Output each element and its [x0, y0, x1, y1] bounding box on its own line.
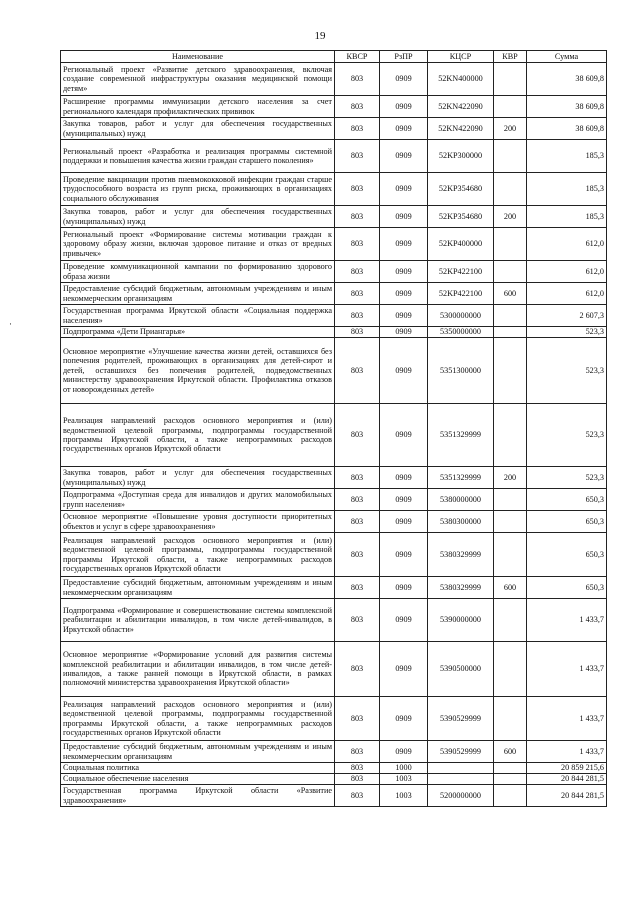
cell-kvr [494, 763, 527, 774]
cell-name: Проведение вакцинации против пневмококковой инфекции граждан старше трудоспособного возраста из групп риска, проживающих в организациях социального обслуживания [61, 173, 335, 206]
table-body [61, 63, 607, 807]
cell-rzpr: 0909 [380, 228, 428, 261]
cell-kvsr: 803 [335, 118, 380, 140]
table-row [61, 228, 607, 261]
cell-sum: 612,0 [527, 261, 607, 283]
cell-kvr [494, 63, 527, 96]
table-row [61, 327, 607, 338]
cell-rzpr: 0909 [380, 533, 428, 577]
cell-kvr [494, 511, 527, 533]
cell-kvr [494, 642, 527, 697]
cell-kvr: 200 [494, 467, 527, 489]
cell-rzpr: 0909 [380, 63, 428, 96]
table-row [61, 774, 607, 785]
cell-name: Закупка товаров, работ и услуг для обеспечения государственных (муниципальных) нужд [61, 206, 335, 228]
cell-name: Региональный проект «Развитие детского здравоохранения, включая создание современной инфраструктуры оказания медицинской помощи детям» [61, 63, 335, 96]
cell-kvsr: 803 [335, 261, 380, 283]
cell-kcsr: 52KP422100 [428, 283, 494, 305]
table-row [61, 118, 607, 140]
cell-kvsr: 803 [335, 140, 380, 173]
cell-rzpr: 0909 [380, 96, 428, 118]
cell-sum: 523,3 [527, 467, 607, 489]
cell-kvr [494, 327, 527, 338]
cell-name: Предоставление субсидий бюджетным, автономным учреждениям и иным некоммерческим организациям [61, 283, 335, 305]
cell-sum: 38 609,8 [527, 118, 607, 140]
cell-rzpr: 0909 [380, 118, 428, 140]
cell-name: Подпрограмма «Формирование и совершенствование системы комплексной реабилитации и абилитации инвалидов, в том числе детей-инвалидов, в Иркутской области» [61, 599, 335, 642]
cell-kcsr: 52KP354680 [428, 173, 494, 206]
table-row [61, 96, 607, 118]
cell-kvsr: 803 [335, 283, 380, 305]
cell-sum: 185,3 [527, 206, 607, 228]
cell-kcsr: 5380000000 [428, 489, 494, 511]
cell-rzpr: 0909 [380, 741, 428, 763]
cell-sum: 650,3 [527, 511, 607, 533]
cell-kvsr: 803 [335, 511, 380, 533]
table-row [61, 577, 607, 599]
cell-kvr: 600 [494, 577, 527, 599]
cell-sum: 38 609,8 [527, 96, 607, 118]
cell-sum: 523,3 [527, 404, 607, 467]
cell-sum: 1 433,7 [527, 697, 607, 741]
cell-kvr [494, 533, 527, 577]
table-row [61, 140, 607, 173]
cell-sum: 185,3 [527, 173, 607, 206]
cell-kvr [494, 785, 527, 807]
cell-kvr [494, 774, 527, 785]
cell-sum: 650,3 [527, 533, 607, 577]
table-row [61, 697, 607, 741]
cell-kvr [494, 228, 527, 261]
cell-kcsr: 5390529999 [428, 741, 494, 763]
table-row [61, 404, 607, 467]
cell-kvr [494, 173, 527, 206]
table-row [61, 599, 607, 642]
cell-sum: 2 607,3 [527, 305, 607, 327]
cell-rzpr: 0909 [380, 327, 428, 338]
cell-sum: 1 433,7 [527, 741, 607, 763]
cell-sum: 38 609,8 [527, 63, 607, 96]
header-kvr: КВР [494, 51, 527, 63]
cell-kcsr: 5380329999 [428, 533, 494, 577]
cell-name: Реализация направлений расходов основного мероприятия и (или) ведомственной целевой программы, подпрограммы государственной программы Иркутской области, а также непрограммных расходов государственных органов Иркутской области [61, 533, 335, 577]
cell-sum: 650,3 [527, 489, 607, 511]
table-row [61, 338, 607, 404]
cell-rzpr: 0909 [380, 511, 428, 533]
cell-name: Социальное обеспечение населения [61, 774, 335, 785]
cell-kcsr: 52KP422100 [428, 261, 494, 283]
cell-name: Реализация направлений расходов основного мероприятия и (или) ведомственной целевой программы, подпрограммы государственной программы Иркутской области, а также непрограммных расходов государственных органов Иркутской области [61, 697, 335, 741]
table-row [61, 467, 607, 489]
table-row [61, 642, 607, 697]
table-row [61, 173, 607, 206]
table-row [61, 283, 607, 305]
cell-kcsr [428, 774, 494, 785]
cell-kvr [494, 599, 527, 642]
cell-rzpr: 0909 [380, 338, 428, 404]
cell-kcsr: 5200000000 [428, 785, 494, 807]
cell-kcsr: 52KN400000 [428, 63, 494, 96]
cell-rzpr: 0909 [380, 206, 428, 228]
cell-sum: 20 844 281,5 [527, 785, 607, 807]
cell-kvr [494, 338, 527, 404]
cell-kvr [494, 489, 527, 511]
table-row [61, 763, 607, 774]
cell-sum: 523,3 [527, 338, 607, 404]
cell-name: Государственная программа Иркутской области «Развитие здравоохранения» [61, 785, 335, 807]
cell-name: Проведение коммуникационной кампании по формированию здорового образа жизни [61, 261, 335, 283]
cell-kvsr: 803 [335, 206, 380, 228]
cell-kvsr: 803 [335, 697, 380, 741]
table-row [61, 489, 607, 511]
cell-kvsr: 803 [335, 173, 380, 206]
cell-rzpr: 0909 [380, 404, 428, 467]
cell-rzpr: 0909 [380, 305, 428, 327]
cell-rzpr: 0909 [380, 173, 428, 206]
table-row [61, 511, 607, 533]
cell-kvsr: 803 [335, 404, 380, 467]
cell-rzpr: 0909 [380, 642, 428, 697]
table-header-row [61, 51, 607, 63]
cell-name: Социальная политика [61, 763, 335, 774]
cell-kvr: 600 [494, 741, 527, 763]
cell-kvsr: 803 [335, 577, 380, 599]
cell-rzpr: 1003 [380, 774, 428, 785]
cell-name: Основное мероприятие «Повышение уровня доступности приоритетных объектов и услуг в сфере здравоохранения» [61, 511, 335, 533]
page-number: 19 [314, 30, 326, 42]
cell-kvsr: 803 [335, 305, 380, 327]
cell-rzpr: 0909 [380, 467, 428, 489]
cell-rzpr: 0909 [380, 283, 428, 305]
table-row [61, 533, 607, 577]
cell-rzpr: 0909 [380, 140, 428, 173]
cell-kvsr: 803 [335, 599, 380, 642]
cell-kvsr: 803 [335, 785, 380, 807]
cell-rzpr: 0909 [380, 261, 428, 283]
cell-kvr [494, 697, 527, 741]
cell-name: Закупка товаров, работ и услуг для обеспечения государственных (муниципальных) нужд [61, 467, 335, 489]
cell-kcsr [428, 763, 494, 774]
cell-kvsr: 803 [335, 96, 380, 118]
cell-kvsr: 803 [335, 327, 380, 338]
cell-name: Закупка товаров, работ и услуг для обеспечения государственных (муниципальных) нужд [61, 118, 335, 140]
cell-sum: 20 844 281,5 [527, 774, 607, 785]
header-name: Наименование [61, 51, 335, 63]
cell-rzpr: 0909 [380, 697, 428, 741]
cell-kcsr: 5350000000 [428, 327, 494, 338]
cell-name: Предоставление субсидий бюджетным, автономным учреждениям и иным некоммерческим организациям [61, 577, 335, 599]
cell-kvsr: 803 [335, 741, 380, 763]
table-row [61, 63, 607, 96]
cell-kvr: 200 [494, 206, 527, 228]
margin-mark: · [9, 319, 12, 329]
cell-kvr [494, 261, 527, 283]
cell-sum: 1 433,7 [527, 642, 607, 697]
cell-name: Расширение программы иммунизации детского населения за счет регионального календаря профилактических прививок [61, 96, 335, 118]
cell-name: Основное мероприятие «Формирование условий для развития системы комплексной реабилитации и абилитации инвалидов, в том числе детей-инвалидов, а также ранней помощи в Иркутской области, в рамках полномочий министерства здравоохранения Иркутской области» [61, 642, 335, 697]
budget-table [60, 50, 607, 807]
cell-rzpr: 1003 [380, 785, 428, 807]
cell-rzpr: 0909 [380, 599, 428, 642]
cell-sum: 650,3 [527, 577, 607, 599]
cell-kvsr: 803 [335, 763, 380, 774]
cell-sum: 1 433,7 [527, 599, 607, 642]
table-row [61, 741, 607, 763]
cell-kvr [494, 305, 527, 327]
cell-kcsr: 5390500000 [428, 642, 494, 697]
cell-name: Подпрограмма «Доступная среда для инвалидов и других маломобильных групп населения» [61, 489, 335, 511]
header-sum: Сумма [527, 51, 607, 63]
cell-kvsr: 803 [335, 467, 380, 489]
cell-kcsr: 5300000000 [428, 305, 494, 327]
cell-kvsr: 803 [335, 489, 380, 511]
cell-kvsr: 803 [335, 642, 380, 697]
cell-name: Предоставление субсидий бюджетным, автономным учреждениям и иным некоммерческим организациям [61, 741, 335, 763]
cell-sum: 612,0 [527, 228, 607, 261]
cell-kcsr: 52KN422090 [428, 96, 494, 118]
table-row [61, 206, 607, 228]
cell-kcsr: 52KP400000 [428, 228, 494, 261]
cell-kvsr: 803 [335, 774, 380, 785]
cell-name: Реализация направлений расходов основного мероприятия и (или) ведомственной целевой программы, подпрограммы государственной программы Иркутской области, а также непрограммных расходов государственных органов Иркутской области [61, 404, 335, 467]
cell-kcsr: 52KN422090 [428, 118, 494, 140]
table-row [61, 785, 607, 807]
cell-name: Основное мероприятие «Улучшение качества жизни детей, оставшихся без попечения родителей, проживающих в организациях для детей-сирот и детей, оставшихся без попечения родителей, подведомственных министерству здравоохранения Иркутской области. Профилактика отказов от новорожденных детей» [61, 338, 335, 404]
cell-kcsr: 52KP354680 [428, 206, 494, 228]
cell-name: Региональный проект «Формирование системы мотивации граждан к здоровому образу жизни, включая здоровое питание и отказ от вредных привычек» [61, 228, 335, 261]
cell-kcsr: 5351300000 [428, 338, 494, 404]
cell-kcsr: 52KP300000 [428, 140, 494, 173]
cell-sum: 185,3 [527, 140, 607, 173]
cell-kvsr: 803 [335, 228, 380, 261]
cell-kvr: 200 [494, 118, 527, 140]
cell-kvr: 600 [494, 283, 527, 305]
cell-kvsr: 803 [335, 533, 380, 577]
cell-kcsr: 5351329999 [428, 404, 494, 467]
cell-sum: 20 859 215,6 [527, 763, 607, 774]
cell-kvr [494, 404, 527, 467]
cell-kvr [494, 96, 527, 118]
cell-sum: 523,3 [527, 327, 607, 338]
cell-sum: 612,0 [527, 283, 607, 305]
cell-kvsr: 803 [335, 63, 380, 96]
cell-rzpr: 0909 [380, 577, 428, 599]
cell-kcsr: 5380329999 [428, 577, 494, 599]
cell-kvsr: 803 [335, 338, 380, 404]
cell-kcsr: 5351329999 [428, 467, 494, 489]
cell-kcsr: 5390529999 [428, 697, 494, 741]
cell-name: Региональный проект «Разработка и реализация программы системной поддержки и повышения качества жизни граждан старшего поколения» [61, 140, 335, 173]
table-row [61, 305, 607, 327]
header-rzpr: РзПР [380, 51, 428, 63]
cell-kcsr: 5380300000 [428, 511, 494, 533]
cell-kcsr: 5390000000 [428, 599, 494, 642]
cell-rzpr: 1000 [380, 763, 428, 774]
cell-name: Подпрограмма «Дети Приангарья» [61, 327, 335, 338]
cell-rzpr: 0909 [380, 489, 428, 511]
table-row [61, 261, 607, 283]
cell-name: Государственная программа Иркутской области «Социальная поддержка населения» [61, 305, 335, 327]
cell-kvr [494, 140, 527, 173]
header-kcsr: КЦСР [428, 51, 494, 63]
header-kvsr: КВСР [335, 51, 380, 63]
